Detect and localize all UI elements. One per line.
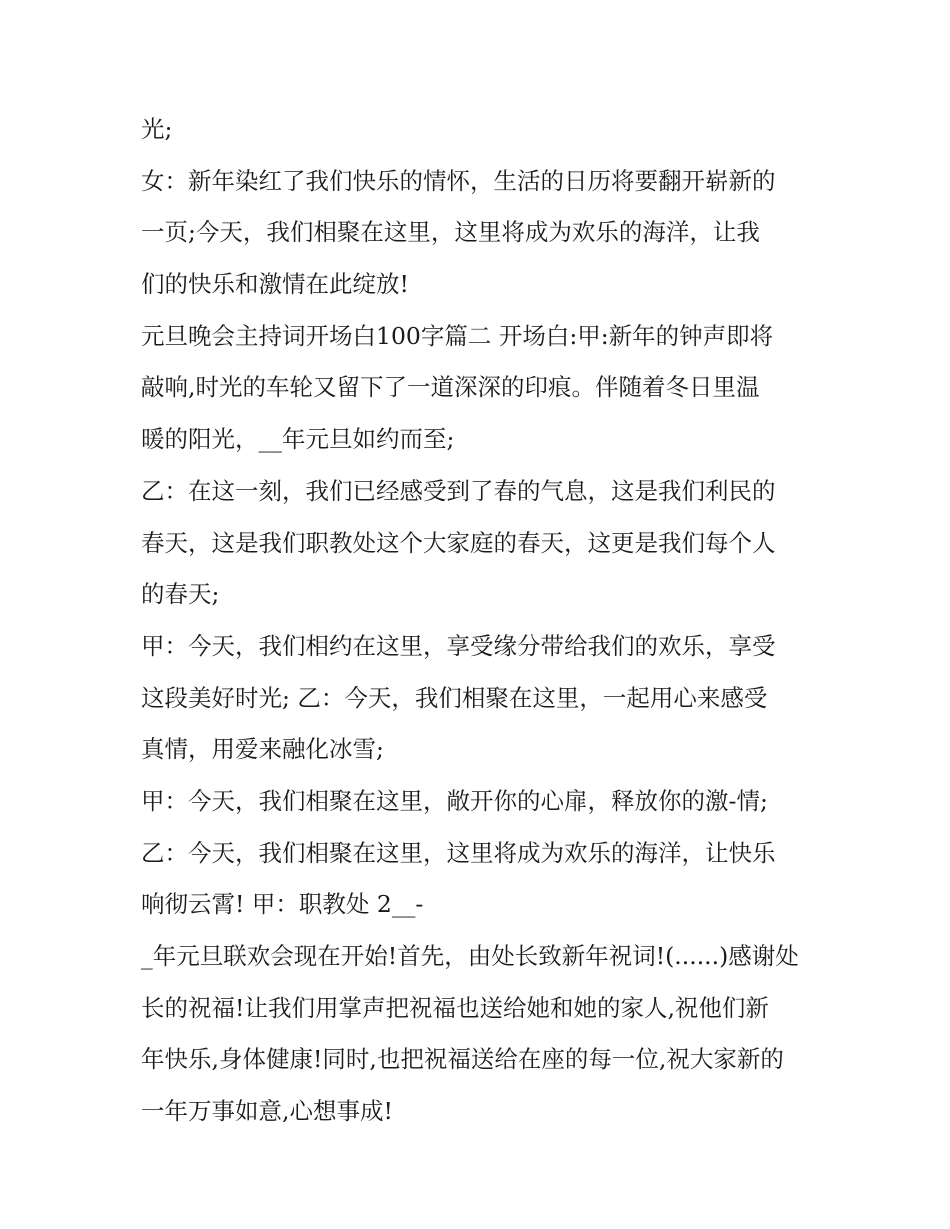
text-line: 春天，这是我们职教处这个大家庭的春天，这更是我们每个人	[141, 528, 776, 557]
text-line: 年快乐,身体健康!同时,也把祝福送给在座的每一位,祝大家新的	[141, 1045, 784, 1074]
text-line: 的春天;	[141, 580, 220, 609]
text-line: 光;	[141, 115, 173, 143]
text-line: 甲：今天，我们相约在这里，享受缘分带给我们的欢乐，享受	[141, 631, 776, 660]
text-line: 一年万事如意,心想事成!	[141, 1097, 393, 1126]
text-line: 响彻云霄! 甲：职教处 2__-	[141, 890, 424, 919]
text-line: 这段美好时光; 乙：今天，我们相聚在这里，一起用心来感受	[141, 683, 768, 712]
text-line: 乙：今天，我们相聚在这里，这里将成为欢乐的海洋，让快乐	[141, 838, 776, 867]
text-line: 女：新年染红了我们快乐的情怀，生活的日历将要翻开崭新的	[141, 166, 776, 195]
text-line: 长的祝福!让我们用掌声把祝福也送给她和她的家人,祝他们新	[141, 993, 769, 1022]
text-line: 甲：今天，我们相聚在这里，敞开你的心扉，释放你的激-情;	[141, 786, 768, 815]
text-line: 真情，用爱来融化冰雪;	[141, 735, 384, 764]
text-line: 敲响,时光的车轮又留下了一道深深的印痕。伴随着冬日里温	[141, 373, 760, 402]
text-line: 暖的阳光，__年元旦如约而至;	[141, 425, 455, 454]
document-body	[141, 108, 821, 1142]
text-line: 乙：在这一刻，我们已经感受到了春的气息，这是我们利民的	[141, 476, 776, 505]
text-line: 一页;今天，我们相聚在这里，这里将成为欢乐的海洋，让我	[141, 218, 760, 247]
text-line: _年元旦联欢会现在开始!首先，由处长致新年祝词!(......)感谢处	[141, 942, 799, 970]
text-line: 元旦晚会主持词开场白100字篇二 开场白:甲:新年的钟声即将	[141, 321, 774, 350]
text-line: 们的快乐和激情在此绽放!	[141, 270, 409, 299]
